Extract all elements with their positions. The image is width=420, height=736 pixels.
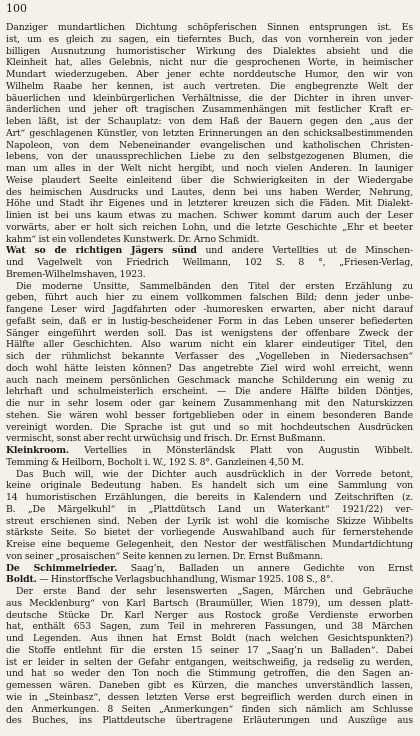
text-line: Kleinheit hat, alles Gelebnis, nicht nur die gesprochenen Worte, in heimischer [6,57,413,69]
review-heading-title: Kleinkroom. [6,445,69,456]
text-line: doch wohl hätte leisten können? Das angetrebte Ziel wird wohl erreicht, wenn [6,362,413,374]
text-line: 14 humoristischen Erzählungen, die bereits in Kalendern und Zeitschriften (z. [6,492,413,503]
text-line: hat, enthält 653 Sagen, zum Teil in mehreren Fassungen, und 38 Märchen [6,621,413,633]
text-line: und Legenden. Aus ihnen hat Ernst Boldt (nach welchen Gesichtspunkten?) [6,633,413,644]
text-line: deutsche Stücke Dr. Karl Nerger aus Rostock große Verdienste erworben [6,609,413,621]
text-line: Art“ geschlagenen Künstler, von letzten Erinnerungen an den schicksalbestimmenden [6,127,413,139]
text-line [6,245,413,257]
text-line: Danziger mundartlichen Dichtung schöpferischen Sinnen entsprungen ist. Es [6,22,413,33]
review-heading-details: — Hinstorffsche Verlagsbuchhandlung, Wismar 1925. 108 S., 8°. [36,574,334,586]
text-line: leben läßt, ist der Schauplatz: von dem Haß der Bauern gegen den „aus der [6,116,413,127]
text-line: stehen. Sie wären wohl besser fortgeblieben oder in einem besonderen Bande [6,409,413,421]
text-line: Der erste Band der sehr lesenswerten „Sagen, Märchen und Gebräuche [16,586,413,597]
text-line: ist, um es gleich zu sagen, ein tieferntes Buch, das von vornherein von jeder [6,33,413,45]
review-heading-details: Saag’n, Balladen un annere Gedichte von Ernst [117,562,413,574]
text-line: und Vagelwelt von Friedrich Wellmann, 102 S. 8 °, „Friesen-Verlag, [6,257,413,268]
text-line: linien ist bei uns kaum etwas zu machen. Schwer kommt darum auch der Leser [6,210,413,221]
text-line: gemessen wären. Daneben gibt es Kürzen, die manches unverständlich lassen, [6,680,413,691]
text-line: bäuerlichen und kleinbürgerlichen Verhältnisse, die der Dichter in ihren unver- [6,92,413,104]
review-heading-title: De Schimmelrieder. [6,562,118,574]
text-line: die Stoffe entlehnt für die ersten 15 seiner 17 „Saag’n un Balladen“. Dabei [6,644,413,656]
text-line: des Buches, ins Plattdeutsche übertragene Erläuterungen und Auszüge aus [6,715,413,727]
text-line: vereinigt worden. Die Sprache ist gut und so mit hochdeutschen Ausdrücken [6,421,413,433]
text-line: Temming & Heilborn, Bocholt i. W., 192 S. 8°. Ganzleinen 4,50 M. [6,456,304,468]
text-line: Die moderne Unsitte, Sammelbänden den Titel der ersten Erzählung zu [16,280,413,292]
text-line: Weise plaudert Seelte einleitend über die Schwierigkeiten in der Wiedergabe [6,174,413,186]
text-column [6,22,413,734]
text-line: man um alles in der Welt nicht hergibt, und noch vielen Anderen. In launiger [6,163,413,174]
text-line: wie in „Steinbasz“, dessen letzten Verse erst begreiflich werden durch einen in [6,691,413,703]
text-line: des heimischen Ausdrucks und Lautes, denn bei uns haben Werder, Nehrung, [6,186,413,198]
text-line [6,574,413,586]
text-line: von seiner „prosaischen“ Seite kennen zu lernen. Dr. Ernst Bußmann. [6,550,323,562]
text-line: Hälfte aller Geschichten. Also warum nicht ein klarer eindeutiger Titel, den [6,339,413,351]
text-line: Sänger eingeführt werden soll. Das ist wenigstens der offenbare Zweck der [6,327,413,339]
text-line: sich der rühmlichst bekannte Verfasser des „Vogelleben in Niedersachsen“ [6,351,413,362]
text-line: Napoleon, von dem Nebeneinander evangelischen und katholischen Christen- [6,139,413,151]
text-line: Das Buch will, wie der Dichter auch ausdrücklich in der Vorrede betont, [16,468,413,480]
text-line: änderlichen und jeher oft tragischen Zusammenhängen mit festlicher Kraft er- [6,104,413,116]
text-line: Höhe und Stadt ihr Eigenes und in letzterer kreuzen sich die Fäden. Mit Dialekt- [6,198,413,210]
text-line: fangene Leser wird Jagdfahrten oder -humoresken erwarten, aber nicht darauf [6,304,413,315]
text-line: stärkste Seite. So bietet der vorliegende Auswahlband auch für fernerstehende [6,527,413,539]
review-heading-title: Boldt. [6,574,37,586]
text-line [6,445,413,457]
text-line: gefaßt sein, daß er in lustig-bescheidener Form in das Leben unserer befiederten [6,315,413,327]
review-heading-details: und andere Vertellties ut de Minschen- [196,245,413,257]
text-line: Mundart wiederzugeben. Aber jener echte norddeutsche Humor, den wir von [6,69,413,80]
text-line: aus Mecklenburg“ von Karl Bartsch (Braumüller, Wien 1879), um dessen platt- [6,597,413,609]
text-line: geben, führt auch hier zu einem vollkommen falschen Bild; denn jeder unbe- [6,292,413,304]
text-line: die nur in sehr losem oder gar keinem Zusammenhang mit den Naturskizzen [6,398,413,409]
text-line: lehrhaft und schulmeisterlich erscheint. — Die andere Hälfte bilden Döntjes, [6,386,413,398]
text-line: den Anmerkungen. 8 Seiten „Anmerkungen“ finden sich nämlich am Schlusse [6,703,413,715]
text-line: keine originale Bedeutung haben. Es handelt sich um eine Sammlung von [6,480,413,492]
text-line: Bremen-Wilhelmshaven, 1923. [6,268,146,280]
text-line: auch nach meinem persönlichen Geschmack manche Schilderung ein wenig zu [6,374,413,386]
review-heading-title: Wat so de richtigen Jägers sünd [6,245,197,257]
text-line: und hat so weder den Ton noch die Stimmung getroffen, die den Sagen an- [6,668,413,680]
text-line [6,563,413,575]
text-line: vermischt, sonst aber recht urwüchsig und frisch. Dr. Ernst Bußmann. [6,433,326,445]
text-line: vorwärts, aber er holt sich reichen Lohn, und die letzte Geschichte „Ehr et beeter [6,221,413,233]
text-line: Kreise eine bequeme Gelegenheit, den Nestor der westfälischen Mundartdichtung [6,539,413,550]
page-number: 100 [6,2,27,15]
text-line: ist er leider in selten der Gefahr entgangen, weitschweifig, ja redselig zu werden, [6,656,413,668]
text-line: B. „De Märgelkuhl“ in „Plattdütsch Land un Waterkant“ 1921/22) ver- [6,503,413,515]
text-line: lebens, von der unaussprechlichen Liebe zu den selbstgezogenen Blumen, die [6,151,413,163]
text-line: streut erschienen sind. Neben der Lyrik ist wohl die komische Skizze Wibbelts [6,515,413,527]
review-heading-details: Vertellies in Mönsterländsk Platt von Augustin Wibbelt. [68,445,413,456]
text-line: billigen Ausnutzung humoristischer Wirkung des Dialektes absieht und die [6,45,413,57]
text-line: Wilhelm Raabe her kennen, ist auch vertreten. Die engbegrenzte Welt der [6,80,413,92]
text-line: kahm“ ist ein vollendetes Kunstwerk. Dr. Arno Schmidt. [6,233,260,245]
